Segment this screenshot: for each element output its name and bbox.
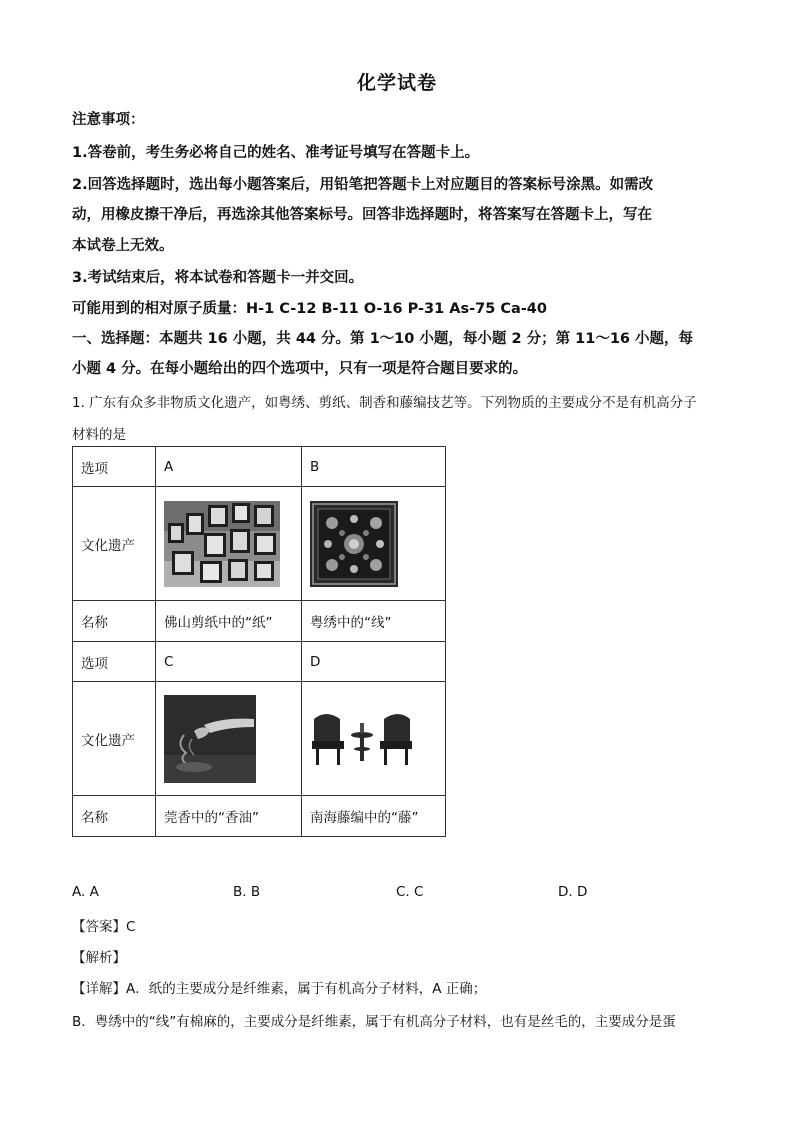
choice-a[interactable]: A. A	[72, 884, 99, 900]
cell-image-b	[302, 487, 446, 601]
detail-line-1: 【详解】A．纸的主要成分是纤维素，属于有机高分子材料，A 正确；	[72, 981, 487, 997]
page-title: 化学试卷	[356, 72, 437, 94]
notice-item-1: 1.答卷前，考生务必将自己的姓名、准考证号填写在答题卡上。	[72, 145, 480, 161]
cell-image-a	[156, 487, 302, 601]
section-1-line-1: 一、选择题：本题共 16 小题，共 44 分。第 1～10 小题，每小题 2 分；第 11～16 小题，每	[72, 331, 694, 347]
question-1-stem-line-1: 1. 广东有众多非物质文化遗产，如粤绣、剪纸、制香和藤编技艺等。下列物质的主要成分不是有机高分子	[72, 395, 697, 411]
section-1-line-2: 小题 4 分。在每小题给出的四个选项中，只有一项是符合题目要求的。	[72, 361, 528, 377]
notice-item-2-line-1: 2.回答选择题时，选出每小题答案后，用铅笔把答题卡上对应题目的答案标号涂黑。如需改	[72, 177, 654, 193]
cell-image-c	[156, 682, 302, 796]
embroidery-photo	[310, 501, 398, 587]
cell-image-d	[302, 682, 446, 796]
choice-c[interactable]: C. C	[396, 884, 424, 900]
cell-option-label-2: 选项	[73, 642, 156, 682]
cell-heritage-label: 文化遗产	[73, 487, 156, 601]
notice-item-2-line-3: 本试卷上无效。	[72, 238, 174, 254]
rattan-chairs-photo	[310, 709, 414, 769]
paper-cutting-photo	[164, 501, 280, 587]
cell-name-b: 粤绣中的“线”	[302, 601, 446, 642]
cell-option-a: A	[156, 447, 302, 487]
answer-line: 【答案】C	[72, 919, 136, 935]
incense-photo	[164, 695, 256, 783]
choice-d[interactable]: D. D	[558, 884, 588, 900]
analysis-heading: 【解析】	[72, 950, 126, 966]
detail-line-2: B．粤绣中的“线”有棉麻的，主要成分是纤维素，属于有机高分子材料，也有是丝毛的，主要成分是蛋	[72, 1014, 676, 1030]
cell-name-c: 莞香中的“香油”	[156, 796, 302, 837]
cell-name-label-2: 名称	[73, 796, 156, 837]
cell-option-label: 选项	[73, 447, 156, 487]
cell-name-a: 佛山剪纸中的“纸”	[156, 601, 302, 642]
atomic-masses: 可能用到的相对原子质量：H-1 C-12 B-11 O-16 P-31 As-75 Ca-40	[72, 301, 547, 317]
cell-option-c: C	[156, 642, 302, 682]
cell-option-d: D	[302, 642, 446, 682]
notice-item-3: 3.考试结束后，将本试卷和答题卡一并交回。	[72, 270, 364, 286]
cell-name-label: 名称	[73, 601, 156, 642]
notice-item-2-line-2: 动，用橡皮擦干净后，再选涂其他答案标号。回答非选择题时，将答案写在答题卡上，写在	[72, 207, 652, 223]
cell-name-d: 南海藤编中的“藤”	[302, 796, 446, 837]
notice-heading: 注意事项：	[72, 112, 145, 128]
cell-option-b: B	[302, 447, 446, 487]
question-1-options-table	[72, 446, 446, 837]
cell-heritage-label-2: 文化遗产	[73, 682, 156, 796]
choice-b[interactable]: B. B	[233, 884, 261, 900]
question-1-stem-line-2: 材料的是	[72, 427, 126, 443]
